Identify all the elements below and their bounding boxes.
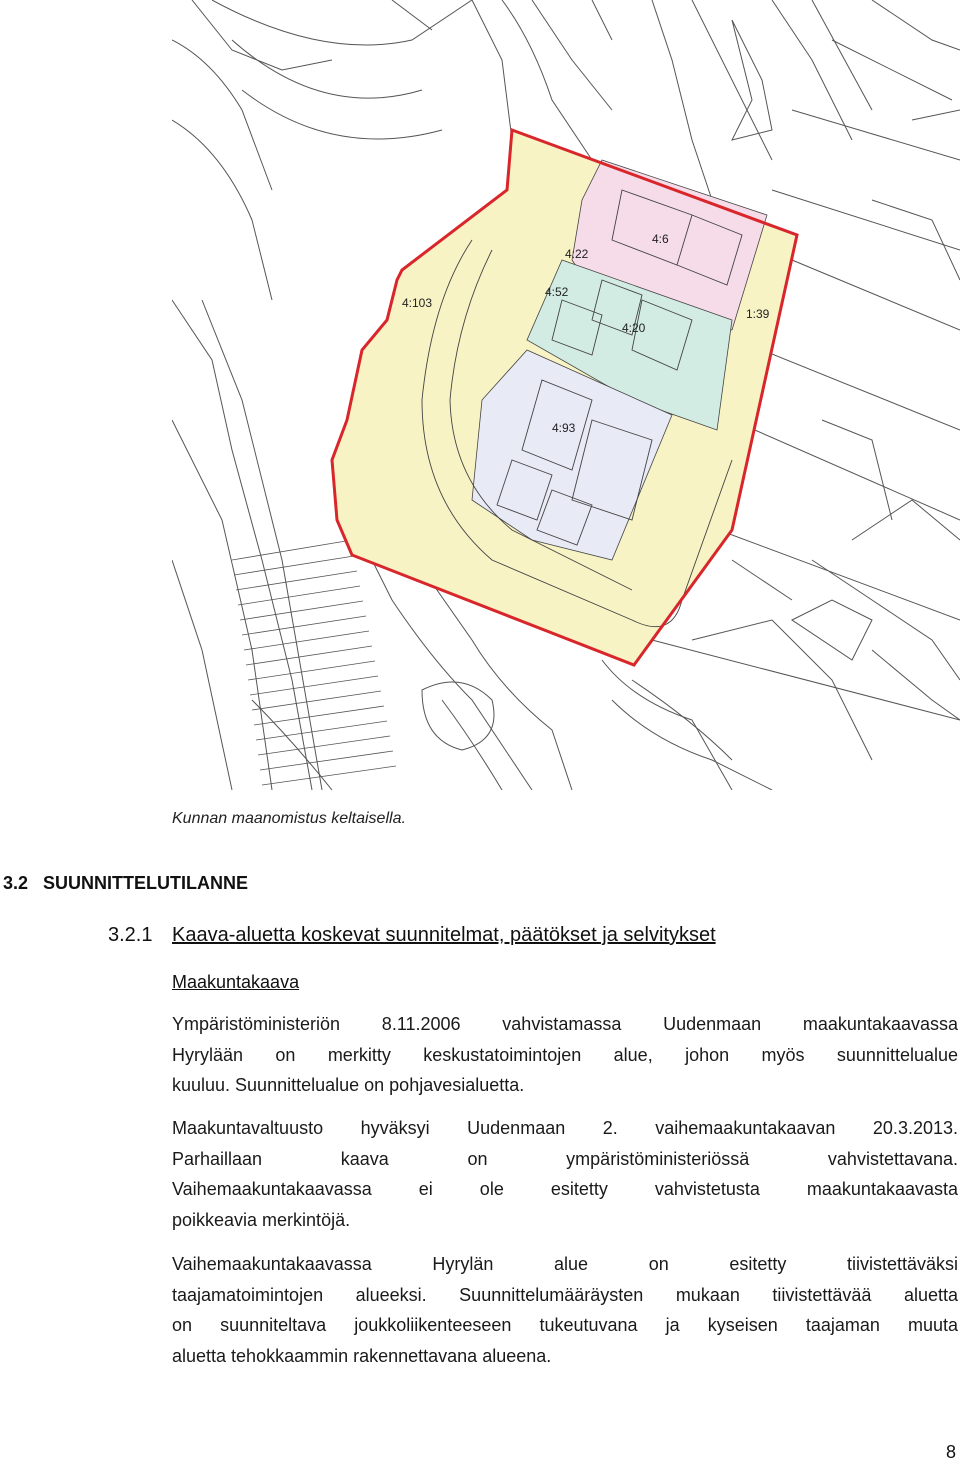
paragraph-3 — [172, 1249, 958, 1371]
subsection-number: 3.2.1 — [108, 924, 153, 946]
map-label-e: 4:103 — [402, 296, 433, 310]
site-map-svg — [172, 0, 960, 790]
paragraph-line: Vaihemaakuntakaavassa Hyrylän alue on esitetty tiivistettäväksi — [172, 1254, 958, 1274]
map-caption: Kunnan maanomistus keltaisella. — [172, 810, 406, 827]
subsection-title: Kaava-aluetta koskevat suunnitelmat, päätökset ja selvitykset — [172, 924, 716, 946]
paragraph-line: Maakuntavaltuusto hyväksyi Uudenmaan 2. vaihemaakuntakaavan 20.3.2013. — [172, 1118, 958, 1138]
paragraph-line: Vaihemaakuntakaavassa ei ole esitetty vahvistetusta maakuntakaavasta — [172, 1179, 958, 1199]
section-title: SUUNNITTELUTILANNE — [43, 873, 248, 893]
paragraph-2 — [172, 1113, 958, 1235]
subheading-maakuntakaava: Maakuntakaava — [172, 972, 300, 992]
map-label-b: 4:22 — [565, 247, 589, 261]
map-label-f: 1:39 — [746, 307, 770, 321]
map-label-c: 4:52 — [545, 285, 569, 299]
section-number: 3.2 — [3, 873, 29, 893]
map-label-a: 4:6 — [652, 232, 669, 246]
page-number: 8 — [945, 1442, 956, 1462]
paragraph-line: Ympäristöministeriön 8.11.2006 vahvistamassa Uudenmaan maakuntakaavassa — [172, 1014, 958, 1034]
paragraph-line: kuuluu. Suunnittelualue on pohjavesialuetta. — [172, 1075, 525, 1095]
subsection-heading — [108, 924, 716, 947]
map-label-d: 4:20 — [622, 321, 646, 335]
paragraph-line: on suunniteltava joukkoliikenteeseen tukeutuvana ja kyseisen taajaman muuta — [172, 1315, 958, 1335]
paragraph-1 — [172, 1009, 958, 1101]
paragraph-line: poikkeavia merkintöjä. — [172, 1209, 351, 1230]
site-map — [172, 0, 960, 790]
paragraph-line: aluetta tehokkaammin rakennettavana alueena. — [172, 1345, 552, 1366]
paragraph-line: taajamatoimintojen alueeksi. Suunnittelumääräysten mukaan tiivistettävää aluetta — [172, 1284, 958, 1305]
paragraph-line: Parhaillaan kaava on ympäristöministeriössä vahvistettavana. — [172, 1148, 958, 1169]
paragraph-line: Hyrylään on merkitty keskustatoimintojen alue, johon myös suunnittelualue — [172, 1044, 958, 1065]
section-heading — [3, 873, 248, 894]
map-label-g: 4:93 — [552, 421, 576, 435]
